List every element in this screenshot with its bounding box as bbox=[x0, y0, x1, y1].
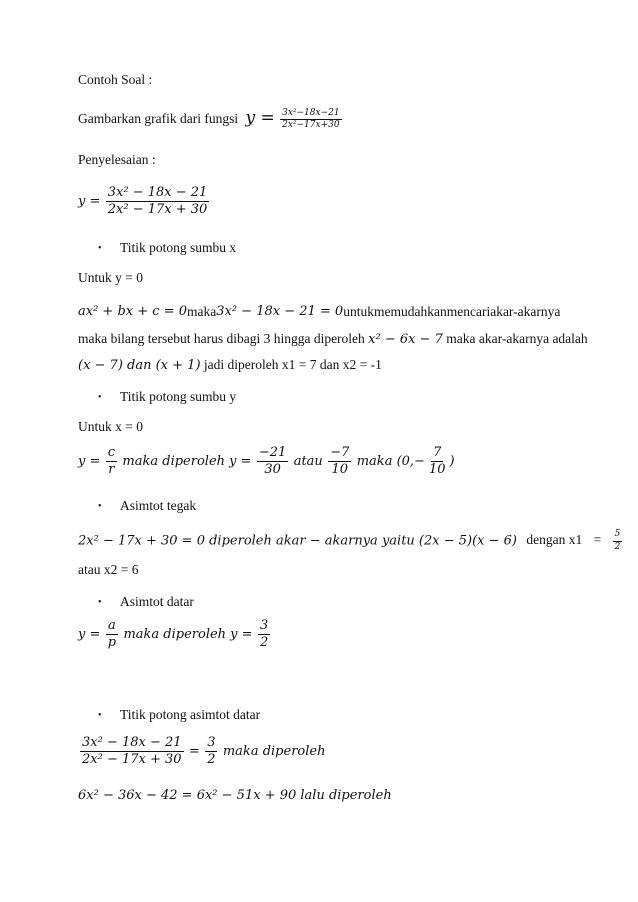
x-intercept-line3 bbox=[78, 357, 382, 373]
fraction-denominator: 2 bbox=[614, 541, 621, 552]
fraction-denominator: r bbox=[108, 462, 115, 478]
fraction-numerator: 3 bbox=[205, 736, 217, 752]
horizontal-intersection-equation bbox=[78, 736, 325, 768]
y-eq-text: maka diperoleh y = bbox=[122, 453, 252, 469]
ha-text: maka diperoleh y = bbox=[123, 626, 253, 642]
bullet-icon: • bbox=[98, 597, 102, 608]
fraction-denominator: p bbox=[107, 635, 117, 651]
fraction-3-2 bbox=[205, 736, 217, 768]
x-intercept-line1 bbox=[78, 304, 559, 320]
bullet-icon: • bbox=[98, 501, 102, 512]
horizontal-asymptote-title: Asimtot datar bbox=[120, 594, 194, 609]
equals-sign: = bbox=[593, 532, 602, 548]
function-fraction bbox=[106, 186, 210, 218]
vertical-asymptote-text: dengan x1 bbox=[526, 532, 583, 548]
fraction-numerator: 3x² − 18x − 21 bbox=[80, 736, 184, 752]
fraction-numerator: 7 bbox=[431, 446, 443, 462]
function-equation bbox=[78, 186, 211, 218]
expanded-equation: 6x² − 36x − 42 = 6x² − 51x + 90 lalu diperoleh bbox=[78, 788, 392, 803]
intro-fraction bbox=[280, 109, 341, 132]
function-numerator: 3x² − 18x − 21 bbox=[106, 186, 210, 202]
function-denominator: 2x² − 17x + 30 bbox=[107, 202, 208, 218]
intro-text: Gambarkan grafik dari fungsi bbox=[78, 111, 239, 126]
fraction-denominator: 10 bbox=[331, 462, 349, 478]
fraction-numerator: 3 bbox=[258, 619, 270, 635]
word-memudahkan: memudahkan bbox=[373, 304, 447, 319]
fraction-3-2 bbox=[258, 619, 270, 651]
bullet-icon: • bbox=[98, 710, 102, 721]
vertical-asymptote-line bbox=[78, 530, 624, 553]
final-equation bbox=[78, 787, 392, 803]
fraction-denominator: 2 bbox=[207, 752, 216, 768]
line2-text-end: maka akar-akarnya adalah bbox=[446, 331, 588, 346]
reduced-quadratic: x² − 6x − 7 bbox=[368, 332, 443, 347]
intro-lhs: y = bbox=[245, 108, 275, 128]
x-intercept-line2 bbox=[78, 331, 588, 347]
intro-denominator: 2x²−17x+30 bbox=[282, 120, 340, 131]
y-eq-close: ) bbox=[449, 453, 455, 469]
y-eq-maka: maka (0,− bbox=[356, 453, 425, 469]
fraction-denominator: 2 bbox=[259, 635, 269, 651]
fraction-5-2 bbox=[613, 530, 623, 553]
horizontal-intersection-title: Titik potong asimtot datar bbox=[120, 707, 261, 722]
fraction-numerator: −7 bbox=[328, 446, 351, 462]
fraction-denominator: 10 bbox=[428, 462, 446, 478]
quadratic-equation: 3x² − 18x − 21 = 0 bbox=[216, 304, 344, 319]
function-lhs: y = bbox=[78, 193, 101, 209]
bullet-icon: • bbox=[98, 243, 102, 254]
equals-sign: = bbox=[188, 743, 200, 759]
word-akar-akarnya: akar-akarnya bbox=[490, 304, 561, 319]
ha-lhs: y = bbox=[78, 626, 101, 642]
heading: Contoh Soal : bbox=[78, 72, 153, 87]
word-maka: maka bbox=[186, 304, 217, 319]
y-intercept-condition: Untuk x = 0 bbox=[78, 419, 143, 434]
horizontal-asymptote-equation bbox=[78, 619, 272, 651]
fraction-a-p bbox=[106, 619, 118, 651]
fraction-numerator: a bbox=[106, 619, 118, 635]
x-intercept-condition: Untuk y = 0 bbox=[78, 270, 143, 285]
x-roots-text: jadi diperoleh x1 = 7 dan x2 = -1 bbox=[203, 357, 382, 372]
fraction-numerator: −21 bbox=[257, 446, 288, 462]
fraction-denominator: 30 bbox=[264, 462, 281, 478]
fraction-denominator: 2x² − 17x + 30 bbox=[82, 752, 182, 768]
line2-text: maka bilang tersebut harus dibagi 3 hingga diperoleh bbox=[78, 331, 365, 346]
fraction-7-10 bbox=[427, 446, 448, 478]
fraction-c-r bbox=[106, 446, 117, 478]
hi-text: maka diperoleh bbox=[222, 743, 326, 759]
fraction-numerator: c bbox=[106, 446, 117, 462]
factored-form: (x − 7) dan (x + 1) bbox=[78, 358, 201, 373]
word-untuk: untuk bbox=[343, 304, 374, 319]
intro-numerator: 3x²−18x−21 bbox=[280, 109, 341, 121]
fraction-minus21-30 bbox=[257, 446, 288, 478]
y-intercept-equation bbox=[78, 446, 455, 478]
bullet-icon: • bbox=[98, 392, 102, 403]
intro-line bbox=[78, 108, 344, 131]
vertical-asymptote-equation: 2x² − 17x + 30 = 0 diperoleh akar − akarnya yaitu (2x − 5)(x − 6) bbox=[78, 533, 517, 549]
vertical-asymptote-continuation: atau x2 = 6 bbox=[78, 562, 139, 577]
y-eq-lhs: y = bbox=[78, 453, 101, 469]
fraction-minus7-10 bbox=[328, 446, 351, 478]
y-eq-atau: atau bbox=[293, 453, 323, 469]
x-intercept-title: Titik potong sumbu x bbox=[120, 240, 237, 255]
fraction-numerator: 5 bbox=[613, 530, 623, 542]
word-mencari: mencari bbox=[446, 304, 491, 319]
general-quadratic: ax² + bx + c = 0 bbox=[78, 304, 187, 319]
y-intercept-title: Titik potong sumbu y bbox=[120, 389, 237, 404]
vertical-asymptote-title: Asimtot tegak bbox=[120, 498, 197, 513]
solution-label: Penyelesaian : bbox=[78, 152, 156, 167]
function-fraction-repeat bbox=[80, 736, 184, 768]
